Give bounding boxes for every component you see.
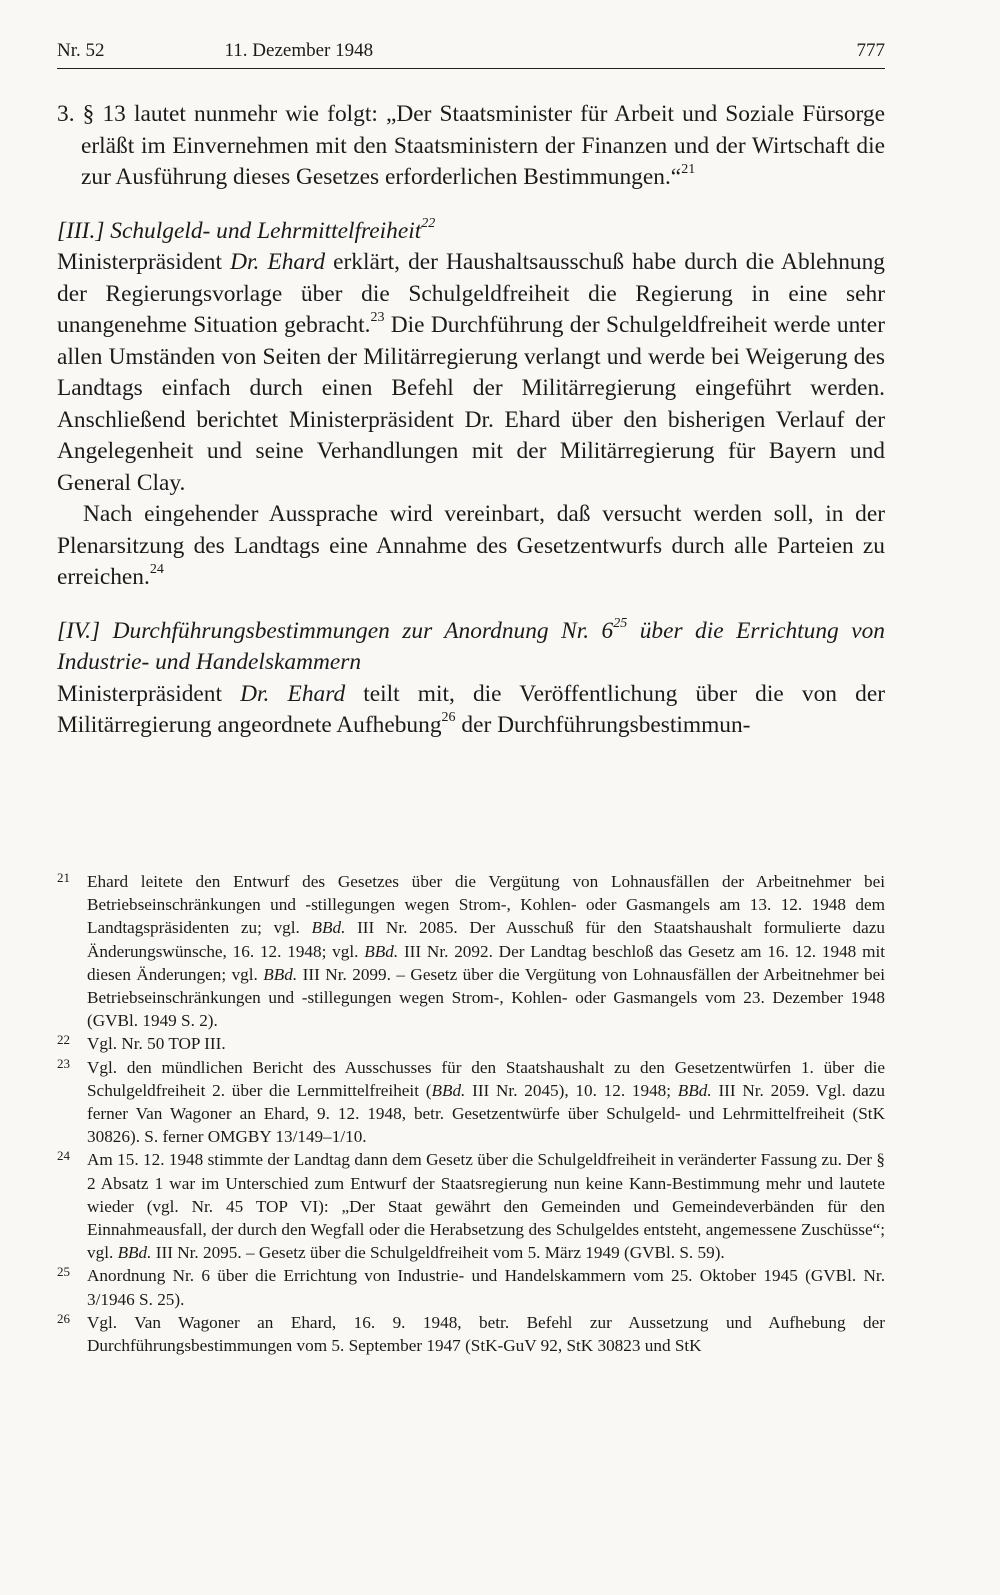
footnotes — [57, 870, 885, 1357]
section-number: [IV.] — [57, 617, 101, 644]
footnote-text — [87, 1148, 885, 1264]
text: III Nr. 2092. Der Landtag beschloß das Gesetz am 16. 12. 1948 mit diesen Änderungen; vgl. — [87, 941, 885, 984]
footnote-text — [87, 1264, 885, 1310]
footnote-25 — [57, 1264, 885, 1310]
text: Ehard leitete den Entwurf des Gesetzes über die Vergütung von Lohnausfällen der Arbeitnehmer bei Betriebseinschränkungen und -stillegungen wegen Strom-, Kohlen- oder Gasmangels am 13. 12. 1948 dem Landtagspräsidenten zu; vgl. — [87, 872, 885, 938]
paragraph-item-3 — [57, 99, 885, 194]
item-3-text: 3. § 13 lautet nunmehr wie folgt: „Der Staatsminister für Arbeit und Soziale Fürsorge erläßt im Einvernehmen mit den Staatsministern der Finanzen und der Wirtschaft die zur Ausführung dieses Gesetzes erforderlichen Bestimmungen.“ — [57, 101, 885, 190]
source-abbrev: BBd. — [263, 964, 298, 984]
text: Ministerpräsident — [57, 249, 231, 275]
section-title: Durchführungsbestimmungen zur Anordnung Nr. 6 — [112, 617, 614, 644]
paragraph — [57, 247, 885, 499]
footnote-24 — [57, 1148, 885, 1264]
text: III Nr. 2095. – Gesetz über die Schulgeldfreiheit vom 5. März 1949 (GVBl. S. 59). — [151, 1243, 725, 1263]
text: III Nr. 2099. – Gesetz über die Vergütung von Lohnausfällen der Arbeitnehmer bei Betriebseinschränkungen und -stillegungen wegen Strom-, Kohlen- oder Gasmangels vom 23. Dezember 1948 (GVBl. 1949 S. 2). — [87, 964, 885, 1031]
footnote-ref-23: 23 — [370, 310, 385, 326]
footnote-number: 21 — [57, 870, 70, 885]
section-number: [III.] — [57, 217, 105, 244]
paragraph — [57, 679, 885, 742]
footnote-text — [87, 870, 885, 1032]
text: Dr. — [240, 680, 270, 707]
text: Nach eingehender Aussprache wird vereinbart, daß versucht werden soll, in der Plenarsitzung des Landtags eine Annahme des Gesetzentwurfs durch alle Parteien zu erreichen. — [57, 501, 885, 590]
footnote-number: 25 — [57, 1264, 70, 1280]
main-text — [57, 99, 885, 742]
running-header — [57, 40, 885, 69]
section-title-cont: über die Errichtung von Industrie- und Handelskammern — [57, 617, 885, 675]
page-number: 777 — [856, 40, 885, 61]
footnote-ref-26: 26 — [441, 710, 456, 726]
footnote-21 — [57, 870, 885, 1032]
source-abbrev: BBd. — [364, 941, 399, 961]
footnote-ref-21: 21 — [681, 162, 696, 178]
text: Die Durchführung der Schulgeldfreiheit werde unter allen Umständen von Seiten der Militärregierung verlangt und werde bei Weigerung des Landtags einfach durch einen Befehl der Militärregierung eingeführt werden. Anschließend berichtet Ministerpräsident Dr. Ehard über den bisherigen Verlauf der Angelegenheit und seine Verhandlungen mit der Militärregierung für Bayern und General Clay. — [57, 312, 885, 496]
page — [57, 40, 885, 742]
section-heading-iv — [57, 616, 885, 679]
footnote-23 — [57, 1056, 885, 1149]
text: Dr. — [230, 249, 260, 275]
text: teilt mit, die Veröffentlichung über die von der Militärregierung angeordnete Aufhebung — [57, 680, 885, 738]
text: Vgl. Van Wagoner an Ehard, 16. 9. 1948, betr. Befehl zur Aussetzung und Aufhebung der Durchführungsbestimmungen vom 5. September 1947 (StK-GuV 92, StK 30823 und StK — [87, 1312, 885, 1356]
footnote-ref-22: 22 — [421, 215, 436, 231]
footnote-22 — [57, 1032, 885, 1055]
text: erklärt, der Haushaltsausschuß habe durch die Ablehnung der Regierungsvorlage über die Schulgeldfreiheit die Regierung in eine sehr unangenehme Situation gebracht. — [57, 249, 885, 338]
footnote-text — [87, 1056, 885, 1149]
footnote-number: 23 — [57, 1055, 70, 1071]
section-heading-iii — [57, 216, 885, 248]
source-abbrev: BBd. — [431, 1080, 466, 1100]
footnote-ref-25: 25 — [613, 615, 628, 631]
footnote-number: 22 — [57, 1032, 70, 1048]
footnote-ref-24: 24 — [149, 562, 164, 578]
footnote-text — [87, 1311, 885, 1357]
footnote-26 — [57, 1311, 885, 1357]
source-abbrev: BBd. — [117, 1243, 152, 1263]
text: Vgl. Nr. 50 TOP III. — [87, 1034, 226, 1054]
footnote-number: 24 — [57, 1148, 70, 1164]
paragraph — [57, 499, 885, 594]
text: Anordnung Nr. 6 über die Errichtung von Industrie- und Handelskammern vom 25. Oktober 1945 (GVBl. Nr. 3/1946 S. 25). — [87, 1266, 885, 1309]
text: Am 15. 12. 1948 stimmte der Landtag dann dem Gesetz über die Schulgeldfreiheit in veränderter Fassung zu. Der § 2 Absatz 1 war im Unterschied zum Entwurf der Staatsregierung nun keine Kann-Bestimmung mehr und lautete wieder (vgl. Nr. 45 TOP VI): „Der Staat gewährt den Gemeinden und Gemeindeverbänden für den Einnahmeausfall, der durch den Wegfall oder die Herabsetzung des Schulgeldes entsteht, angemessene Zuschüsse“; vgl. — [87, 1150, 885, 1263]
issue-number: Nr. 52 — [57, 40, 105, 61]
person-name: Ehard — [287, 680, 346, 707]
text: III Nr. 2045), 10. 12. 1948; — [465, 1080, 678, 1100]
text: der Durchführungsbestimmun- — [455, 712, 751, 738]
text: Ministerpräsident — [57, 680, 241, 707]
text: Vgl. den mündlichen Bericht des Ausschusses für den Staatshaushalt zu den Gesetzentwürfen 1. über die Schulgeldfreiheit 2. über die Lernmittelfreiheit ( — [87, 1057, 885, 1100]
source-abbrev: BBd. — [677, 1080, 712, 1100]
header-date: 11. Dezember 1948 — [224, 40, 374, 61]
footnote-number: 26 — [57, 1310, 70, 1326]
text: III Nr. 2059. Vgl. dazu ferner Van Wagoner an Ehard, 9. 12. 1948, betr. Gesetzentwürfe über Schulgeld- und Lehrmittelfreiheit (StK 30826). S. ferner OMGBY 13/149–1/10. — [87, 1080, 885, 1147]
section-title: Schulgeld- und Lehrmittelfreiheit — [110, 217, 422, 244]
text: III Nr. 2085. Der Ausschuß für den Staatshaushalt formulierte dazu Änderungswünsche, 16. 12. 1948; vgl. — [87, 918, 885, 961]
source-abbrev: BBd. — [311, 918, 346, 938]
footnote-text — [87, 1032, 885, 1055]
person-name: Ehard — [267, 249, 326, 275]
